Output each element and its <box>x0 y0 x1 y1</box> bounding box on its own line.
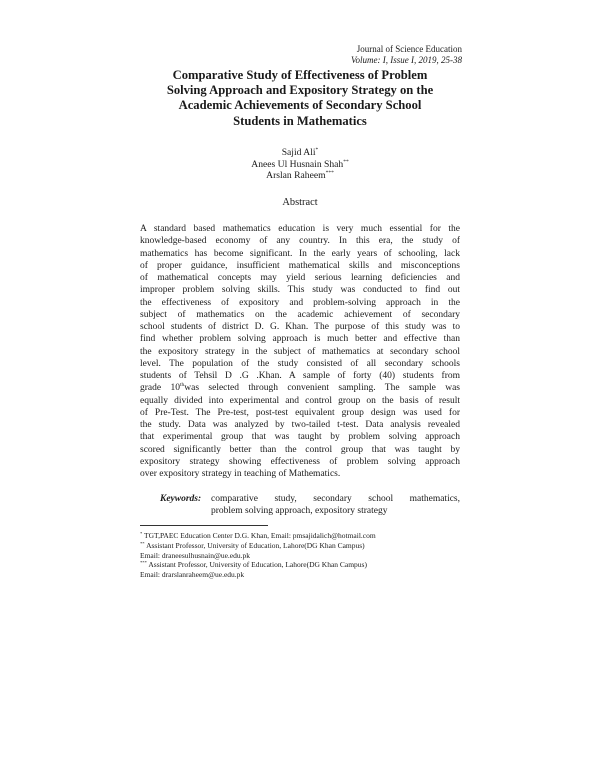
abstract-line: the study. Data was analyzed by two-tailed t-test. Data analysis revealed <box>140 420 460 430</box>
title-line: Comparative Study of Effectiveness of Problem <box>172 68 428 82</box>
abstract-line: that experimental group that was taught by problem solving approach <box>140 432 460 443</box>
abstract-line: expository strategy showing effectiveness of problem solving approach <box>140 456 460 467</box>
abstract-line: level. The population of the study consisted of all secondary schools <box>140 358 460 369</box>
title-line: Academic Achievements of Secondary School <box>178 98 422 113</box>
footnote: *** Assistant Professor, University of Education, Lahore(DG Khan Campus) <box>140 560 367 570</box>
abstract-line: mathematics has become significant. In the early years of schooling, lack <box>140 248 460 259</box>
abstract-line: find whether problem solving approach is much better and effective than <box>140 334 460 345</box>
keywords-label: Keywords: <box>160 494 202 504</box>
abstract-line: students of Tehsil D .G .Khan. A sample of forty (40) students from <box>140 371 460 381</box>
keywords-text <box>211 493 460 518</box>
footnote: * TGT,PAEC Education Center D.G. Khan, Email: pmsajidalich@hotmail.com <box>140 531 376 540</box>
author-mark: ** <box>343 158 349 165</box>
journal-header <box>351 44 462 66</box>
keywords-line: problem solving approach, expository strategy <box>211 506 388 517</box>
abstract-line: the effectiveness of expository and problem-solving approach in the <box>140 297 460 308</box>
journal-volume: Volume: I, Issue I, 2019, 25-38 <box>351 55 462 65</box>
abstract-line: of proper guidance, insufficient mathematical skills and misconceptions <box>140 260 460 271</box>
author: Sajid Ali* <box>281 147 319 158</box>
abstract-line: equally divided into experimental and control group on the basis of result <box>140 395 460 406</box>
abstract-heading: Abstract <box>282 197 318 208</box>
footnote-divider <box>140 525 268 526</box>
author-list <box>200 147 400 182</box>
grade-superscript: th <box>179 382 185 389</box>
abstract-line: subject of mathematics on the academic achievement of secondary <box>140 309 460 320</box>
abstract-line: A standard based mathematics education is very much essential for the <box>140 224 460 234</box>
abstract-line: knowledge-based economy of any country. In this era, the study of <box>140 236 460 247</box>
title-line: Students in Mathematics <box>233 113 367 128</box>
author: Anees Ul Husnain Shah** <box>251 158 349 170</box>
author-mark: *** <box>325 170 334 177</box>
abstract-line: over expository strategy in teaching of Mathematics. <box>140 469 341 479</box>
footnote: ** Assistant Professor, University of Education, Lahore(DG Khan Campus) <box>140 540 365 550</box>
author-mark: * <box>315 147 319 153</box>
keywords-line: comparative study, secondary school mathematics, <box>211 494 460 504</box>
footnote: Email: drarslanraheem@ue.edu.pk <box>140 570 245 580</box>
abstract-line: improper problem solving skills. This study was conducted to find out <box>140 285 460 296</box>
title-line: Solving Approach and Expository Strategy on the <box>166 83 434 98</box>
paper-title <box>140 68 460 129</box>
abstract-body <box>140 223 460 480</box>
abstract-line: school students of district D. G. Khan. The purpose of this study was to <box>140 322 460 332</box>
abstract-line: of Pre-Test. The Pre-test, post-test equivalent group design was used for <box>140 407 460 418</box>
abstract-line: the expository strategy in the subject of mathematics at secondary school <box>140 346 460 357</box>
grade-word: grade 10 <box>140 383 180 394</box>
footnote: Email: draneesulhusnain@ue.edu.pk <box>140 550 251 560</box>
journal-name: Journal of Science Education <box>356 44 462 54</box>
footnotes <box>140 531 460 580</box>
abstract-line: grade 10thwas selected through convenient sampling. The sample was <box>140 382 460 394</box>
abstract-line: of mathematical concepts may yield serious learning deficiencies and <box>140 273 460 283</box>
abstract-line: scored significantly better than the control group that was taught by <box>140 444 460 455</box>
author: Arslan Raheem*** <box>266 170 334 182</box>
